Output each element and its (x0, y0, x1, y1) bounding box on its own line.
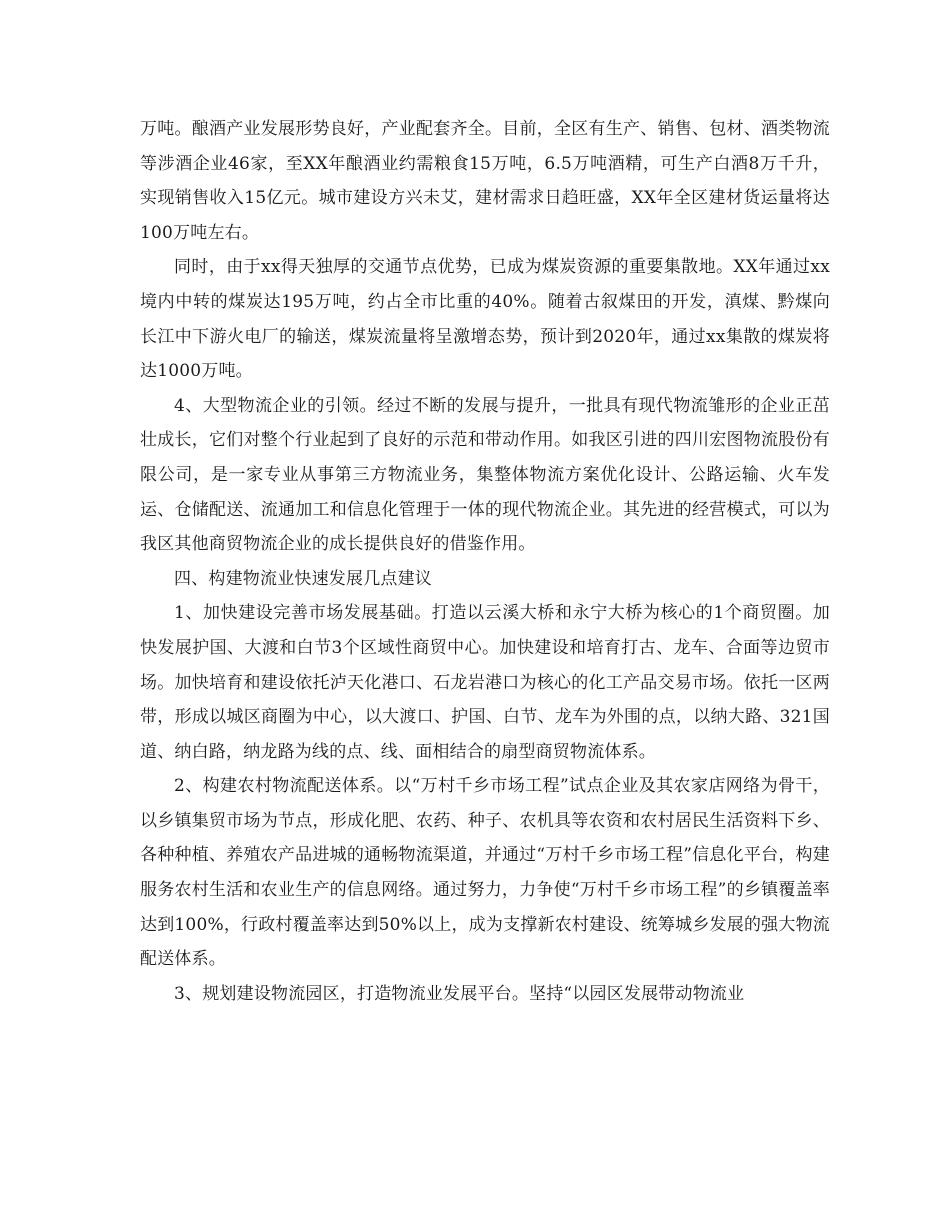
paragraph-rural-distribution: 2、构建农村物流配送体系。以“万村千乡市场工程”试点企业及其农家店网络为骨干，以乡镇集贸市场为节点，形成化肥、农药、种子、农机具等农资和农村居民生活资料下乡、各种种植、养殖农产品进城的通畅物流渠道，并通过“万村千乡市场工程”信息化平台，构建服务农村生活和农业生产的信息网络。通过努力，力争使“万村千乡市场工程”的乡镇覆盖率达到100%，行政村覆盖率达到50%以上，成为支撑新农村建设、统筹城乡发展的强大物流配送体系。 (140, 776, 830, 970)
section-heading: 四、构建物流业快速发展几点建议 (174, 568, 432, 589)
document-body (140, 112, 830, 1011)
paragraph-market-foundation: 1、加快建设完善市场发展基础。打造以云溪大桥和永宁大桥为核心的1个商贸圈。加快发展护国、大渡和白节3个区域性商贸中心。加快建设和培育打古、龙车、合面等边贸市场。加快培育和建设依托泸天化港口、石龙岩港口为核心的化工产品交易市场。依托一区两带，形成以城区商圈为中心，以大渡口、护国、白节、龙车为外围的点，以纳大路、321国道、纳白路，纳龙路为线的点、线、面相结合的扇型商贸物流体系。 (140, 603, 830, 762)
paragraph-logistics-park: 3、规划建设物流园区，打造物流业发展平台。坚持“以园区发展带动物流业 (174, 983, 745, 1004)
paragraph-continued: 万吨。酿酒产业发展形势良好，产业配套齐全。目前，全区有生产、销售、包材、酒类物流等涉酒企业46家，至XX年酿酒业约需粮食15万吨，6.5万吨酒精，可生产白酒8万千升，实现销售收入15亿元。城市建设方兴未艾，建材需求日趋旺盛，XX年全区建材货运量将达100万吨左右。 (140, 119, 830, 243)
paragraph-coal-hub: 同时，由于xx得天独厚的交通节点优势，已成为煤炭资源的重要集散地。XX年通过xx境内中转的煤炭达195万吨，约占全市比重的40%。随着古叙煤田的开发，滇煤、黔煤向长江中下游火电厂的输送，煤炭流量将呈激增态势，预计到2020年，通过xx集散的煤炭将达1000万吨。 (140, 257, 830, 382)
paragraph-logistics-enterprises: 4、大型物流企业的引领。经过不断的发展与提升，一批具有现代物流雏形的企业正茁壮成长，它们对整个行业起到了良好的示范和带动作用。如我区引进的四川宏图物流股份有限公司，是一家专业从事第三方物流业务，集整体物流方案优化设计、公路运输、火车发运、仓储配送、流通加工和信息化管理于一体的现代物流企业。其先进的经营模式，可以为我区其他商贸物流企业的成长提供良好的借鉴作用。 (140, 395, 830, 555)
